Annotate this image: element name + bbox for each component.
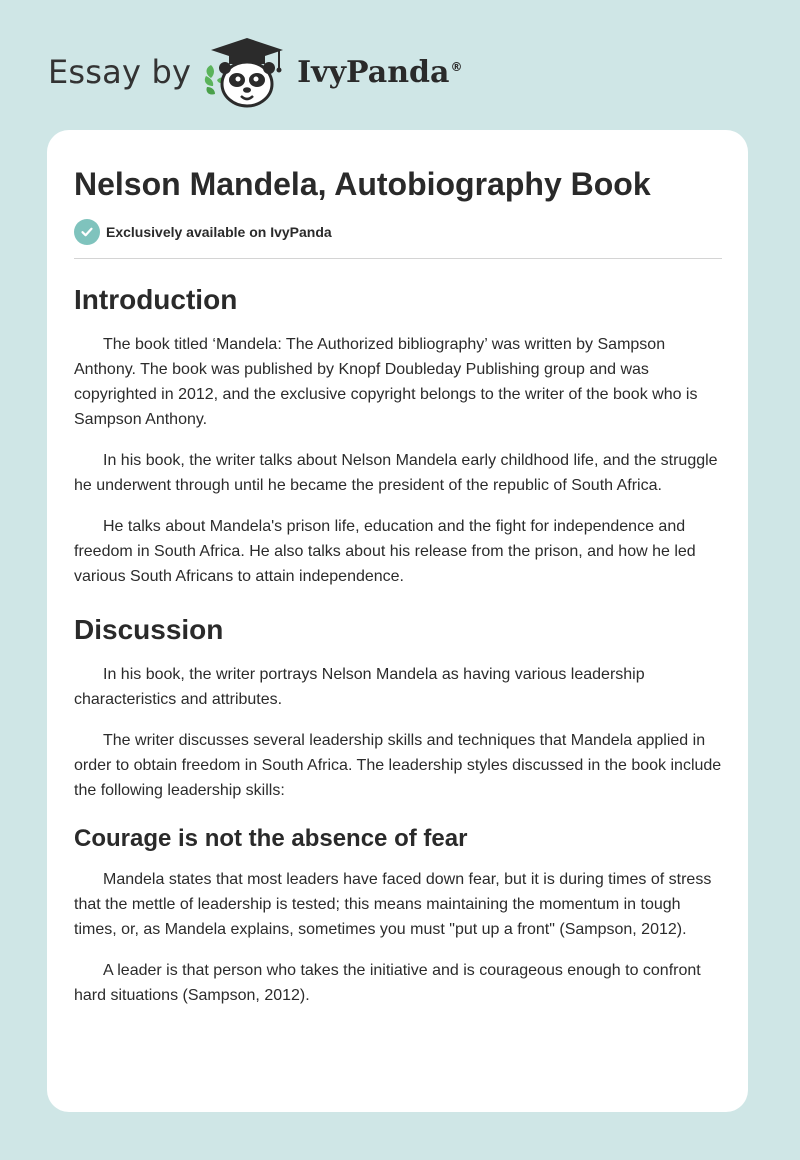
site-header xyxy=(48,34,462,110)
check-icon xyxy=(74,219,100,245)
panda-logo-icon[interactable] xyxy=(201,34,293,110)
exclusive-badge xyxy=(74,219,722,245)
section-courage xyxy=(74,825,722,1008)
section-introduction xyxy=(74,284,722,589)
brand-name: IvyPanda® xyxy=(297,54,463,90)
section-discussion xyxy=(74,614,722,803)
section-heading: Introduction xyxy=(74,284,238,315)
paragraph: In his book, the writer talks about Nelson Mandela early childhood life, and the struggle he underwent through until he became the president of the republic of South Africa. xyxy=(74,452,718,494)
section-heading: Discussion xyxy=(74,614,224,645)
paragraph: Mandela states that most leaders have faced down fear, but it is during times of stress that the mettle of leadership is tested; this means maintaining the momentum in tough times, or, as Mandela explains, sometimes you must "put up a front" (Sampson, 2012). xyxy=(74,871,712,938)
paragraph: The writer discusses several leadership skills and techniques that Mandela applied in order to obtain freedom in South Africa. The leadership styles discussed in the book include the following leadership skills: xyxy=(74,732,722,799)
subsection-heading: Courage is not the absence of fear xyxy=(74,825,468,852)
registered-mark: ® xyxy=(450,59,463,74)
paragraph: The book titled ‘Mandela: The Authorized bibliography’ was written by Sampson Anthony. The book was published by Knopf Doubleday Publishing group and was copyrighted in 2012, and the exclusive copyright belongs to the writer of the book who is Sampson Anthony. xyxy=(74,336,698,428)
brand-prefix: Essay by xyxy=(48,53,192,91)
paragraph: A leader is that person who takes the initiative and is courageous enough to confront hard situations (Sampson, 2012). xyxy=(74,962,701,1004)
article-title: Nelson Mandela, Autobiography Book xyxy=(74,166,651,202)
paragraph: In his book, the writer portrays Nelson Mandela as having various leadership characteristics and attributes. xyxy=(74,666,645,708)
article-card xyxy=(47,130,748,1112)
title-divider xyxy=(74,258,722,259)
paragraph: He talks about Mandela's prison life, education and the fight for independence and freedom in South Africa. He also talks about his release from the prison, and how he led various South Africans to attain independence. xyxy=(74,518,696,585)
exclusive-label: Exclusively available on IvyPanda xyxy=(106,224,332,240)
